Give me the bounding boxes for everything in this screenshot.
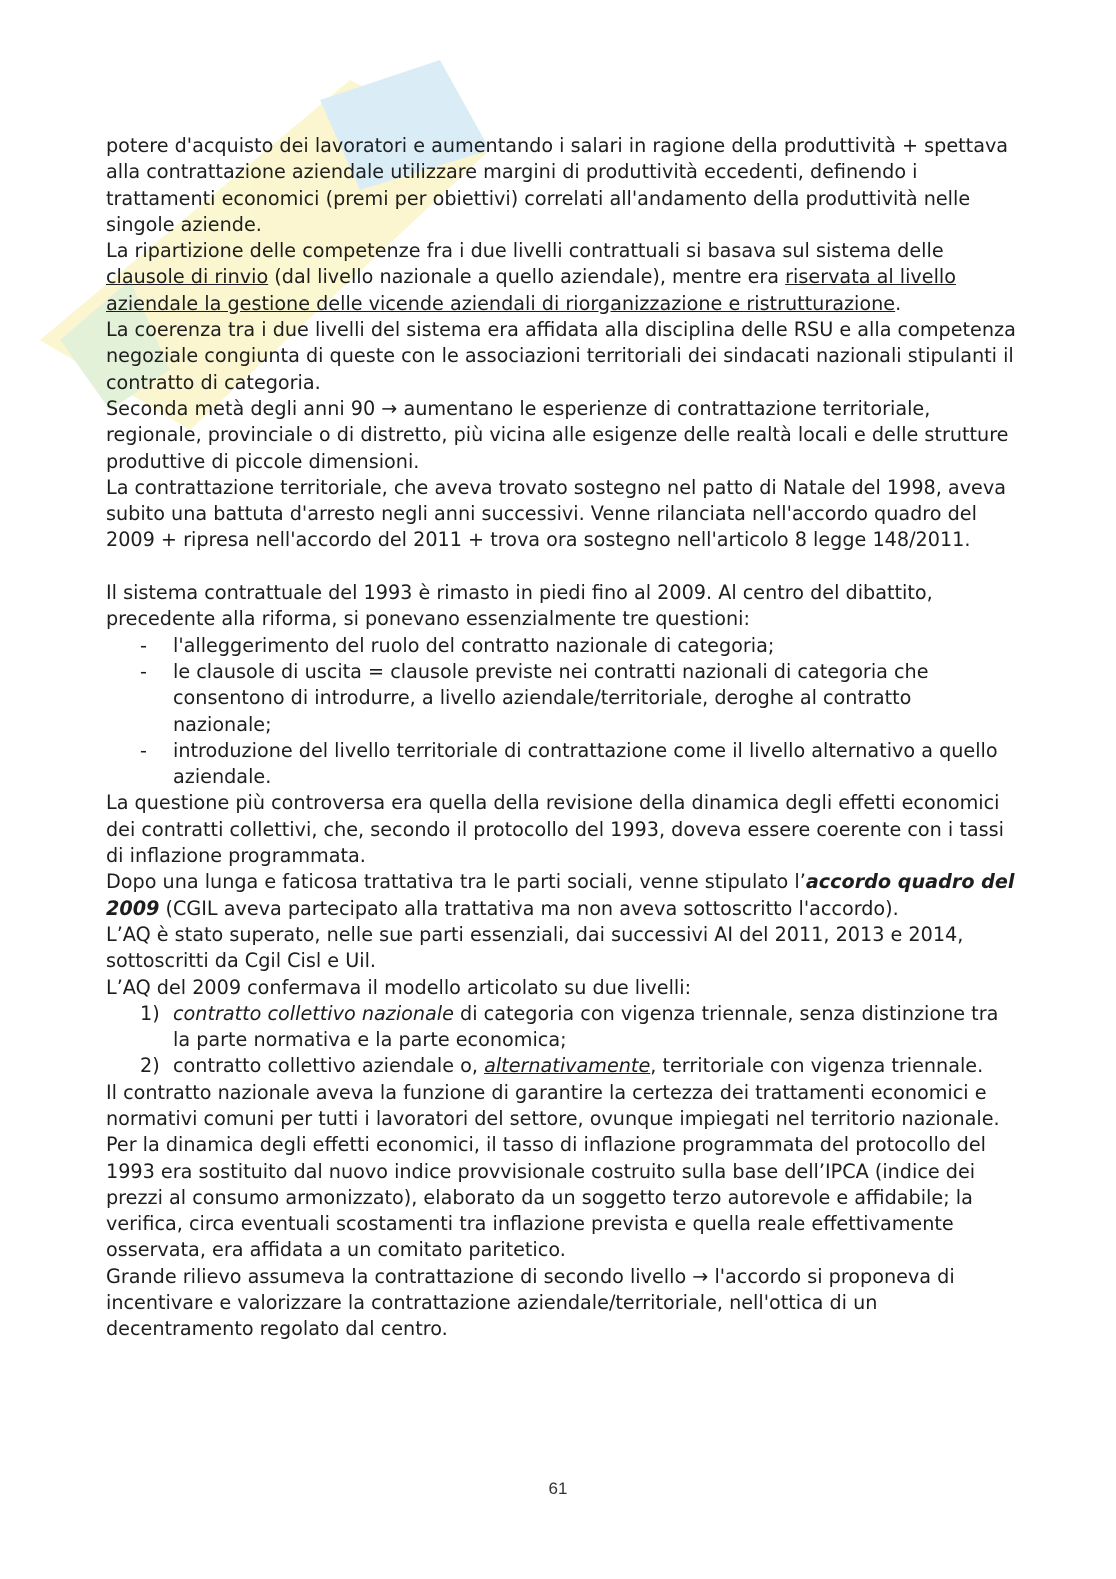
list-item: - le clausole di uscita = clausole previste nei contratti nazionali di categoria che consentono di introdurre, a livello aziendale/territoriale, deroghe al contratto nazionale; [140,659,929,736]
list-marker: - [140,633,147,657]
paragraph: Per la dinamica degli effetti economici, il tasso di inflazione programmata del protocollo del 1993 era sostituito dal nuovo indice provvisionale costruito sulla base dell’IPCA (indice dei prezzi al consumo armonizzato), elaborato da un soggetto terzo autorevole e affidabile; la verifica, circa eventuali scostamenti tra inflazione prevista e quella reale effettivamente osservata, era affidata a un comitato paritetico. [106,1133,986,1262]
list-item: - l'alleggerimento del ruolo del contratto nazionale di categoria; [106,633,1016,659]
list-item: 2) contratto collettivo aziendale o, alternativamente, territoriale con vigenza triennale. [106,1053,1016,1079]
paragraph: La coerenza tra i due livelli del sistema era affidata alla disciplina delle RSU e alla competenza negoziale congiunta di queste con le associazioni territoriali dei sindacati nazionali stipulanti il contratto di categoria. [106,318,1016,394]
paragraph: Dopo una lunga e faticosa trattativa tra le parti sociali, venne stipulato l’accordo quadro del 2009 (CGIL aveva partecipato alla trattativa ma non aveva sottoscritto l'accordo). [106,870,1015,920]
list-item: - introduzione del livello territoriale di contrattazione come il livello alternativo a quello aziendale. [140,738,998,789]
underlined-text: riservata al livello aziendale la gestione delle vicende aziendali di riorganizzazione e ristrutturazione [106,265,956,315]
list-marker: - [140,738,147,762]
page-number: 61 [548,1479,568,1498]
paragraph: Grande rilievo assumeva la contrattazione di secondo livello → l'accordo si proponeva di incentivare e valorizzare la contrattazione aziendale/territoriale, nell'ottica di un decentramento regolato dal centro. [106,1264,955,1341]
dash-list [106,633,1016,791]
paragraph: L’AQ del 2009 confermava il modello articolato su due livelli: [106,975,692,999]
paragraph: Il contratto nazionale aveva la funzione di garantire la certezza dei trattamenti economici e normativi comuni per tutti i lavoratori del settore, ovunque impiegati nel territorio nazionale. [106,1080,1000,1130]
numbered-list [106,1001,1016,1080]
document-body [106,133,1016,1343]
paragraph: La questione più controversa era quella della revisione della dinamica degli effetti economici dei contratti collettivi, che, secondo il protocollo del 1993, doveva essere coerente con i tassi di inflazione programmata. [106,791,1004,868]
underlined-text: alternativamente [484,1054,651,1078]
paragraph: potere d'acquisto dei lavoratori e aumentando i salari in ragione della produttività + spettava alla contrattazione aziendale utilizzare margini di produttività eccedenti, definendo i trattamenti economici (premi per obiettivi) correlati all'andamento della produttività nelle singole aziende. [106,134,1009,236]
paragraph: Seconda metà degli anni 90 → aumentano le esperienze di contrattazione territoriale, regionale, provinciale o di distretto, più vicina alle esigenze delle realtà locali e delle strutture produttive di piccole dimensioni. [106,396,1009,473]
paragraph: La ripartizione delle competenze fra i due livelli contrattuali si basava sul sistema delle clausole di rinvio (dal livello nazionale a quello aziendale), mentre era riservata al livello aziendale la gestione delle vicende aziendali di riorganizzazione e ristrutturazione. [106,239,956,315]
paragraph: L’AQ è stato superato, nelle sue parti essenziali, dai successivi AI del 2011, 2013 e 2014, sottoscritti da Cgil Cisl e Uil. [106,922,964,973]
blank-line [106,554,1016,580]
list-marker: 2) [140,1054,160,1078]
underlined-text: clausole di rinvio [106,265,269,289]
list-item: 1) contratto collettivo nazionale di categoria con vigenza triennale, senza distinzione tra la parte normativa e la parte economica; [140,1001,999,1052]
list-marker: - [140,659,147,683]
paragraph: La contrattazione territoriale, che aveva trovato sostegno nel patto di Natale del 1998, aveva subito una battuta d'arresto negli anni successivi. Venne rilanciata nell'accordo quadro del 2009 + ripresa nell'accordo del 2011 + trova ora sostegno nell'articolo 8 legge 148/2011. [106,475,1006,552]
emphasis-text: accordo quadro del 2009 [106,870,1015,920]
list-marker: 1) [140,1001,160,1025]
paragraph: Il sistema contrattuale del 1993 è rimasto in piedi fino al 2009. Al centro del dibattito, precedente alla riforma, si ponevano essenzialmente tre questioni: [106,581,933,631]
